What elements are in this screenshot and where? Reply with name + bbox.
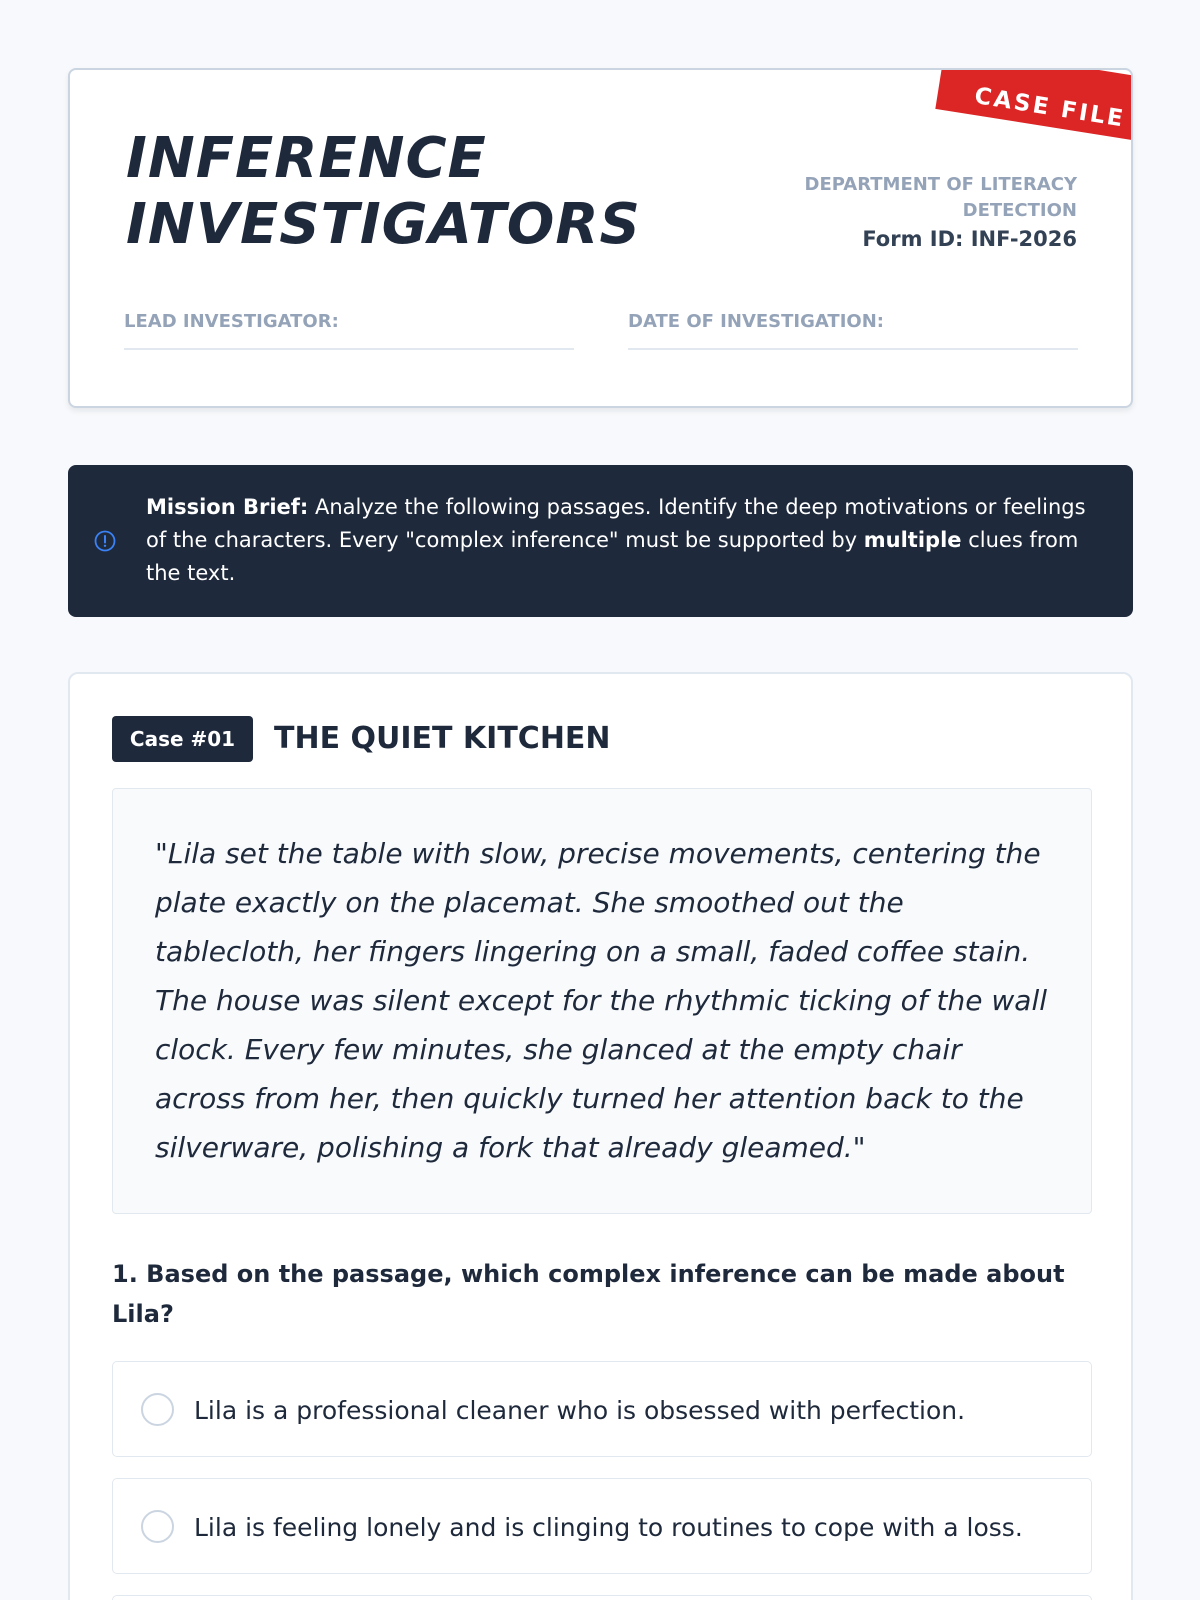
date-of-investigation-label: DATE OF INVESTIGATION: (628, 311, 884, 332)
radio-button[interactable] (141, 1393, 174, 1426)
radio-button[interactable] (141, 1510, 174, 1543)
answer-option-label: Lila is a professional cleaner who is obsessed with perfection. (194, 1395, 966, 1425)
answer-option[interactable] (112, 1595, 1092, 1600)
mission-brief-label: Mission Brief: (146, 495, 309, 519)
case-file-stamp (935, 68, 1133, 142)
answer-option[interactable] (112, 1361, 1092, 1457)
passage-text: "Lila set the table with slow, precise movements, centering the plate exactly on the placemat. She smoothed out the tablecloth, her fingers lingering on a small, faded coffee stain. The house was silent except for the rhythmic ticking of the wall clock. Every few minutes, she glanced at the empty chair across from her, then quickly turned her attention back to the silverware, polishing a fork that already gleamed." (112, 788, 1092, 1214)
mission-brief-part1: Analyze the following passages. Identify the deep motivations or feelings of the characters. Every "complex inference" must be supported by (146, 495, 1086, 552)
form-id: Form ID: INF-2026 (862, 227, 1077, 251)
lead-investigator-label: LEAD INVESTIGATOR: (124, 311, 339, 332)
case-file-stamp-label: CASE FILE (972, 83, 1128, 133)
mission-brief-text (146, 491, 1106, 590)
mission-brief (68, 465, 1133, 617)
info-icon (94, 530, 116, 552)
question-1: 1. Based on the passage, which complex inference can be made about Lila? (112, 1260, 1065, 1328)
case-title: THE QUIET KITCHEN (274, 721, 611, 756)
case-badge (112, 716, 253, 762)
lead-investigator-field[interactable] (124, 310, 574, 350)
header-card (68, 68, 1133, 408)
case-card (68, 672, 1133, 1600)
answer-option-label: Lila is feeling lonely and is clinging to routines to cope with a loss. (194, 1512, 1023, 1542)
date-of-investigation-field[interactable] (628, 310, 1078, 350)
case-badge-label: Case #01 (129, 727, 236, 751)
mission-brief-part2: clues from the text. (146, 528, 1079, 585)
answer-option[interactable] (112, 1478, 1092, 1574)
title-line-2: INVESTIGATORS (126, 192, 641, 257)
department-name: DEPARTMENT OF LITERACY DETECTION (804, 174, 1077, 221)
mission-brief-emphasis: multiple (863, 528, 962, 552)
page-title (126, 126, 686, 258)
department-info (757, 172, 1077, 254)
title-line-1: INFERENCE (126, 126, 487, 191)
